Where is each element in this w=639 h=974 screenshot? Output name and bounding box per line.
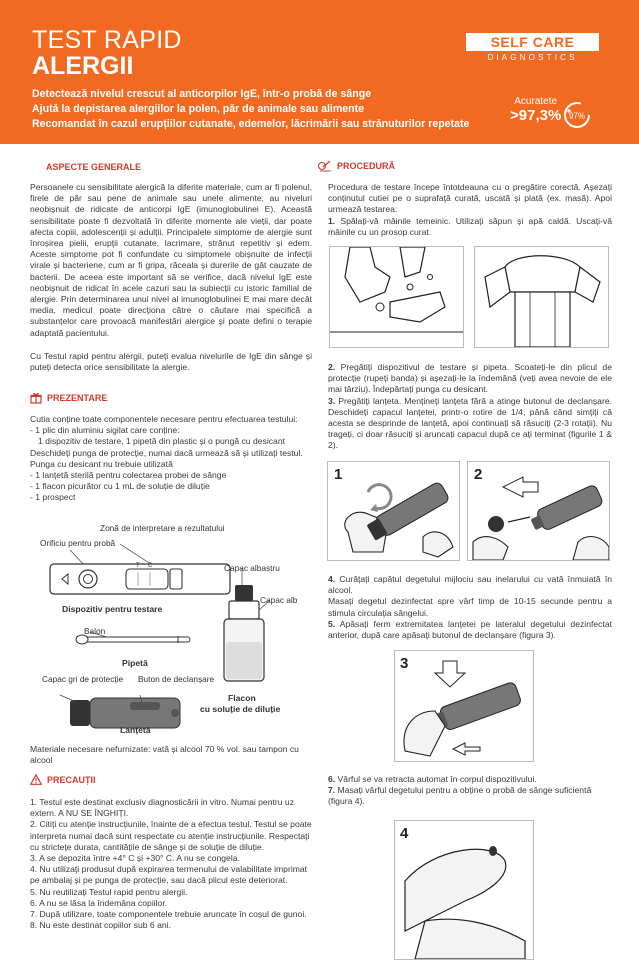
step-2-text: Pregătiți dispozitivul de testare și pipeta. Scoateți-le din plicul de protecție (rupeți banda) și așezați-le la îndemână (veți avea nevoie de ele mai târziu). Îndepărtați punga cu desicant. — [328, 362, 612, 395]
figure-4 — [394, 820, 534, 960]
step-5-text: Apăsați ferm extremitatea lanțetei pe lateralul degetului dezinfectat anterior, după care apăsați butonul de declanșare (figura 3). — [328, 618, 612, 641]
brand-subtitle: DIAGNOSTICS — [487, 53, 578, 62]
precautii-title-text: PRECAUȚII — [47, 774, 96, 785]
pipeta-label: Pipetă — [122, 658, 148, 668]
procedura-intro-block — [328, 182, 612, 238]
step-4-num: 4. — [328, 574, 336, 584]
tagline-2: Ajută la depistarea alergiilor la polen, păr de animale sau alimente — [32, 103, 365, 115]
title-line1: TEST RAPID — [32, 26, 182, 54]
gift-box-icon — [30, 392, 42, 404]
figure-3 — [394, 650, 534, 762]
capac-alb-label: Capac alb — [260, 595, 298, 605]
step-6-text: Vârful se va retracta automat în corpul dispozitivului. — [335, 774, 537, 784]
aspecte-p1: Persoanele cu sensibilitate alergică la diferite materiale, cum ar fi polenul, firele de păr sau pene de animale sau unele alimente, au niveluri neobișnuit de ridicate de anticorpi IgE (imunoglobulinei E). Această sensibilitate poate fi dezvoltată în diferite momente ale vieții, dar poate afecta copiii, adolescenții și adulții. Principalele simptome de alergie sunt înroșirea pielii, erupții cutanate, lacrimare, strănut repetitiv și edem. Aceste simptome pot fi confundate cu simptomele obișnuite de infecții virale și bacteriene, cum ar fi gripa, răceala și durerile de gât cauzate de bacterii. De aceea este important să se verifice, dacă nivelul IgE este neobișnuit de ridicat în acele cazuri sau la subiecții cu istoric familial de alergie. Prin determinarea unui nivel al imunoglobulinei E mai mare decât media, medicul poate direcționa către o căutare mai specifică a substanțelor care provoacă manifestări alergice și poate defini o terapie adaptată pacientului. — [30, 182, 312, 338]
device-label: Dispozitiv pentru testare — [62, 604, 163, 614]
figure-1-number: 1 — [334, 466, 343, 483]
figure-2-number: 2 — [474, 466, 483, 483]
capac-albastru-label: Capac albastru — [224, 563, 280, 573]
prezentare-item: - 1 flacon picurător cu 1 mL de soluție de diluție — [30, 481, 210, 492]
brand-logo — [466, 33, 599, 62]
tagline-1: Detectează nivelul crescut al anticorpilor IgE, într-o probă de sânge — [32, 88, 372, 100]
section-title-precautii — [30, 774, 96, 785]
flacon-label-2: cu soluție de diluție — [200, 704, 281, 714]
procedura-title-text: PROCEDURĂ — [337, 161, 396, 171]
pen-icon — [318, 160, 332, 172]
step-4b-text: Masați degetul dezinfectat spre vârf timp de 10-15 secunde pentru a stimula circulația sângelui. — [328, 596, 612, 618]
precautie-item: 4. Nu utilizați produsul după expirarea termenului de valabilitate imprimat pe ambalaj și pe punga de protecție, sau dacă plicul este deteriorat. — [30, 864, 308, 886]
warning-triangle-icon — [30, 774, 42, 785]
washing-hands-icon — [330, 247, 463, 347]
orifice-label: Orificiu pentru probă — [40, 538, 116, 548]
figure-3-number: 3 — [400, 655, 409, 672]
precautie-item: 7. După utilizare, toate componentele trebuie aruncate în coșul de gunoi. — [30, 909, 307, 920]
precautii-list — [30, 797, 314, 931]
steps-4-5 — [328, 574, 612, 641]
prezentare-title-text: PREZENTARE — [47, 393, 108, 403]
aspecte-title-text: ASPECTE GENERALE — [46, 162, 142, 172]
zone-label: Zonă de interpretare a rezultatului — [100, 523, 225, 533]
balon-label: Balon — [84, 626, 106, 636]
precautie-item: 8. Nu este destinat copiilor sub 6 ani. — [30, 920, 171, 931]
brand-name: SELF CARE — [466, 33, 599, 51]
vial-blue-cap — [235, 585, 253, 601]
flacon-label: Flacon — [228, 693, 256, 703]
prezentare-list — [30, 414, 312, 504]
capac-gri-label: Capac gri de protecție — [42, 674, 124, 684]
twist-cap-illustration — [328, 462, 459, 560]
procedura-intro: Procedura de testare începe întotdeauna cu o pregătire corectă. Așezați conținutul cutiei pe o suprafață curată, uscată și plată (ex. masă). Apoi urmează testarea: — [328, 182, 612, 215]
step-4-text: Curățați capătul degetului mijlociu sau inelarului cu vată înmuiată în alcool. — [328, 574, 612, 596]
section-title-prezentare — [30, 392, 107, 404]
lancet-shape — [70, 698, 180, 728]
step-7-num: 7. — [328, 785, 336, 796]
accuracy-value: >97,3% — [510, 107, 562, 124]
section-title-procedura — [318, 160, 395, 172]
prezentare-intro: Cutia conține toate componentele necesare pentru efectuarea testului: — [30, 414, 298, 424]
taglines — [32, 87, 469, 132]
figure-4-number: 4 — [400, 825, 409, 842]
prezentare-item: Deschideți punga de protecție, numai dacă urmează să și utilizați testul. Punga cu desicant nu trebuie utilizată — [30, 447, 303, 469]
figure-2 — [467, 461, 610, 561]
marker-c: C — [148, 563, 153, 569]
precautie-item: 6. A nu se lăsa la îndemâna copiilor. — [30, 897, 168, 908]
prezentare-item: - 1 prospect — [30, 492, 76, 503]
drying-hands-icon — [475, 247, 608, 347]
accuracy-gauge-icon — [562, 100, 592, 130]
accuracy-label: Acuratete — [514, 96, 558, 107]
step-7-text: Masați vârful degetului pentru a obține o probă de sânge suficientă (figura 4). — [328, 785, 592, 807]
accuracy-badge: 97% — [568, 111, 586, 121]
prezentare-item: - 1 lanțetă sterilă pentru colectarea probei de sânge — [30, 470, 227, 481]
step-3-num: 3. — [328, 395, 336, 406]
step-2-num: 2. — [328, 362, 336, 372]
aspecte-paragraph — [30, 182, 312, 373]
title-line2: ALERGII — [32, 52, 134, 80]
prezentare-item: 1 dispozitiv de testare, 1 pipetă din plastic și o pungă cu desicant — [38, 436, 285, 447]
handwash-illustration-1 — [329, 246, 464, 348]
handwash-illustration-2 — [474, 246, 609, 348]
lanteta-label: Lanțetă — [120, 725, 151, 735]
step-5-num: 5. — [328, 618, 336, 629]
prezentare-item: - 1 plic din aluminiu sigilat care conține: — [30, 425, 180, 436]
precautie-item: 3. A se depozita între +4° C și +30° C. A nu se congela. — [30, 853, 240, 864]
tagline-3: Recomandat în cazul erupțiilor cutanate, edemelor, lăcrimării sau strănuturilor repetate — [32, 118, 470, 130]
steps-6-7 — [328, 774, 612, 808]
step-1-text: Spălați-vă mâinile temeinic. Utilizați săpun și apă caldă. Uscați-vă mâinile cu un prosop curat. — [328, 215, 612, 237]
finger-blood-drop-illustration — [395, 821, 533, 959]
precautie-item: 5. Nu reutilizați Testul rapid pentru alergii. — [30, 886, 188, 897]
precautie-item: 2. Citiți cu atenție instrucțiunile, înainte de a efectua testul. Testul se poate interpreta numai dacă sunt respectate cu atenție instrucțiunile. Respectați cu strictețe durata, cantitățile de sânge și de soluție de diluție. — [30, 819, 312, 852]
steps-2-3 — [328, 362, 612, 452]
figure-1 — [327, 461, 460, 561]
marker-t: T — [136, 563, 140, 569]
aspecte-p2: Cu Testul rapid pentru alergii, puteți evalua nivelurile de IgE din sânge și puteți detecta orice sensibilitate la alergie. — [30, 350, 312, 373]
step-6-num: 6. — [328, 774, 336, 784]
accuracy-block — [510, 96, 561, 124]
step-3-text: Pregătiți lanțeta. Mențineți lanțeta fără a atinge butonul de declanșare. Deschideți capacul lanțetei, printr-o rotire de 1/4, până când simțiți că acesta se desprinde de lanțetă, apoi continuați să răsuciți (2-3 rotații). Nu trageți, ci doar răsuciți și aruncați capacul după ce ați terminat (figurile 1 & 2). — [328, 395, 612, 451]
materials-note: Materiale necesare nefurnizate: vată și alcool 70 % vol. sau tampon cu alcool — [30, 744, 299, 766]
section-title-aspecte — [46, 162, 141, 172]
precautie-item: 1. Testul este destinat exclusiv diagnosticării in vitro. Numai pentru uz extern. A NU SE ÎNGHIȚI. — [30, 797, 294, 819]
step-1-num: 1. — [328, 215, 336, 226]
press-lancet-illustration — [395, 651, 533, 761]
header-banner — [0, 0, 639, 144]
remove-cap-illustration — [468, 462, 609, 560]
buton-label: Buton de declanșare — [138, 674, 215, 684]
